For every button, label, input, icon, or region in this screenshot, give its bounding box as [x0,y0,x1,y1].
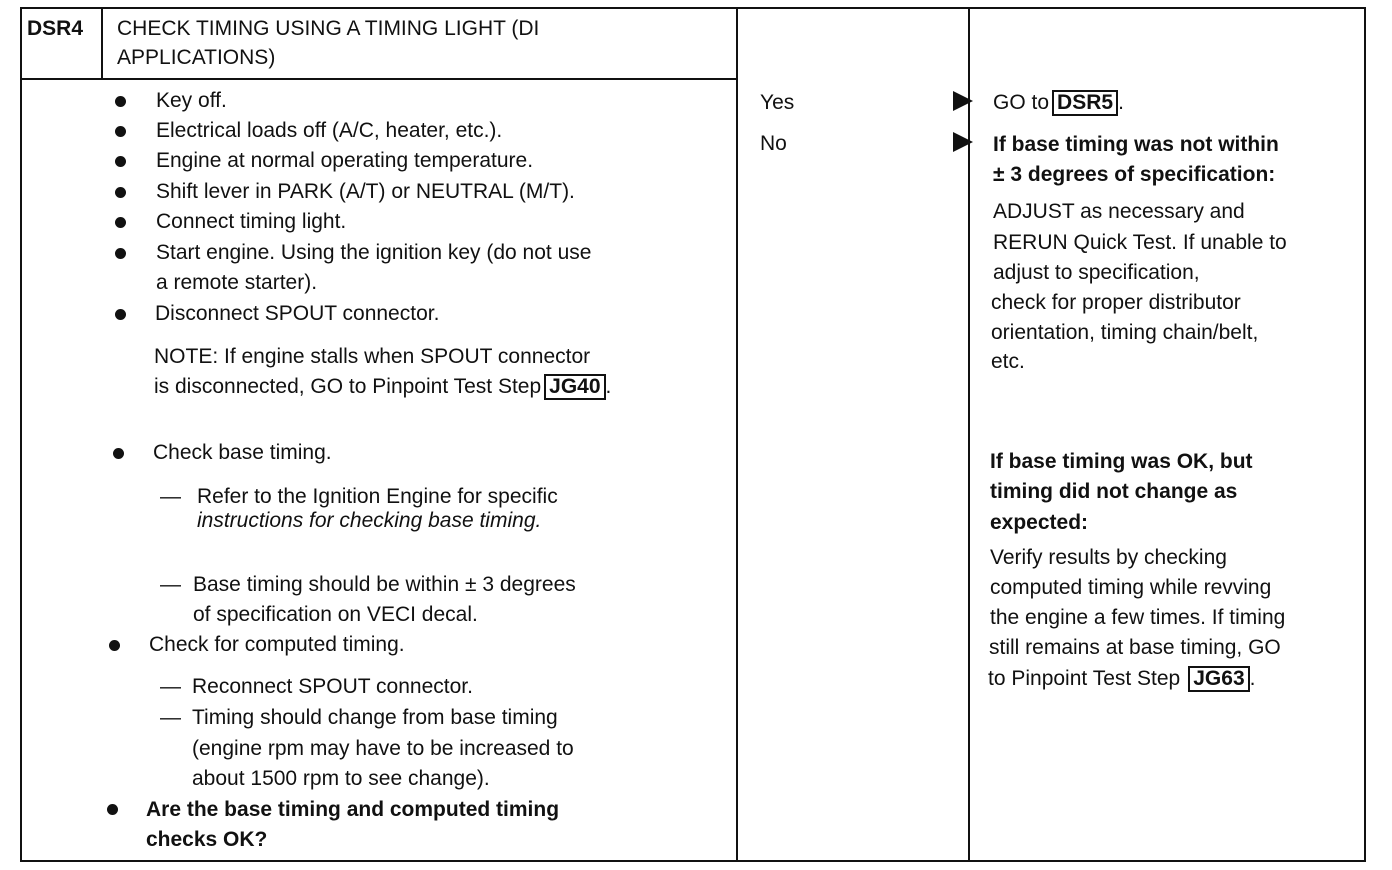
bullet-icon [115,217,126,228]
divider-id-col [101,7,103,79]
ok-heading-line3: expected: [990,511,1089,534]
no-text: etc. [991,350,1025,373]
bullet-icon [115,248,126,259]
ok-heading-line2: timing did not change as [990,480,1238,503]
arrow-right-icon [953,132,973,152]
ref-dsr5-link[interactable]: DSR5 [1052,90,1118,116]
no-text: RERUN Quick Test. If unable to [993,231,1287,254]
sub-item-cont: of specification on VECI decal. [193,603,478,626]
divider-header-row [20,78,738,80]
proc-item: Check for computed timing. [149,633,405,656]
result-yes: Yes [760,91,795,114]
sub-item-cont: about 1500 rpm to see change). [192,767,490,790]
step-title-line2: APPLICATIONS) [117,46,276,69]
ok-text: Verify results by checking [990,546,1227,569]
step-id: DSR4 [27,17,84,40]
ok-text: to Pinpoint Test Step [988,667,1181,690]
note-line2: is disconnected, GO to Pinpoint Test Step JG40 . [154,375,612,398]
bullet-icon [115,187,126,198]
ok-text: still remains at base timing, GO [989,636,1281,659]
sub-item: Refer to the Ignition Engine for specific [197,485,558,508]
question-line2: checks OK? [146,828,268,851]
ref-jg40-link[interactable]: JG40 [544,374,605,400]
bullet-icon [115,156,126,167]
bullet-icon [109,640,120,651]
no-text: check for proper distributor [991,291,1241,314]
no-text: adjust to specification, [993,261,1200,284]
bullet-icon [115,309,126,320]
no-text: ADJUST as necessary and [993,200,1245,223]
note-line1: NOTE: If engine stalls when SPOUT connector [154,345,591,368]
proc-item: Disconnect SPOUT connector. [155,302,440,325]
divider-procedure-col [736,7,738,862]
proc-item: Start engine. Using the ignition key (do not use [156,241,592,264]
bullet-icon [113,448,124,459]
proc-item-cont: a remote starter). [156,271,318,294]
ok-heading-line1: If base timing was OK, but [990,450,1253,473]
proc-item: Electrical loads off (A/C, heater, etc.). [156,119,503,142]
ok-text-ref-line: to Pinpoint Test Step JG63 . [988,667,1256,690]
sub-item-cont: (engine rpm may have to be increased to [192,737,574,760]
bullet-icon [107,804,118,815]
ok-text: computed timing while revving [990,576,1272,599]
no-text: orientation, timing chain/belt, [991,321,1259,344]
proc-item: Shift lever in PARK (A/T) or NEUTRAL (M/T). [156,180,575,203]
dash-marker: — [160,675,181,698]
no-heading-line1: If base timing was not within [993,133,1279,156]
dash-marker: — [160,485,181,508]
proc-item: Check base timing. [153,441,332,464]
step-title-line1: CHECK TIMING USING A TIMING LIGHT (DI [117,17,540,40]
arrow-right-icon [953,91,973,111]
action-yes-text: GO to [993,91,1050,114]
sub-item: Base timing should be within ± 3 degrees [193,573,576,596]
ok-text: the engine a few times. If timing [990,606,1286,629]
note-line2-text: is disconnected, GO to Pinpoint Test Step [154,375,542,398]
result-no: No [760,132,787,155]
sub-item-cont: instructions for checking base timing. [197,509,542,532]
proc-item: Key off. [156,89,227,112]
question-line1: Are the base timing and computed timing [146,798,560,821]
proc-item: Connect timing light. [156,210,347,233]
ref-jg63-link[interactable]: JG63 [1188,666,1249,692]
dash-marker: — [160,706,181,729]
sub-item: Reconnect SPOUT connector. [192,675,473,698]
bullet-icon [115,126,126,137]
action-yes: GO to DSR5 . [993,91,1124,114]
bullet-icon [115,96,126,107]
sub-item: Timing should change from base timing [192,706,558,729]
dash-marker: — [160,573,181,596]
proc-item: Engine at normal operating temperature. [156,149,534,172]
no-heading-line2: ± 3 degrees of specification: [993,163,1276,186]
